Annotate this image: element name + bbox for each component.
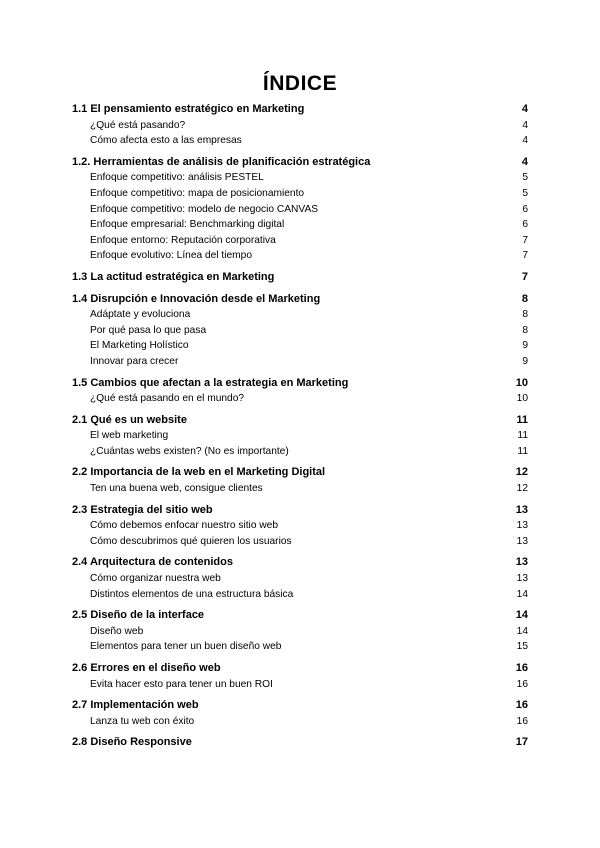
toc-section-title: 2.1 Qué es un website xyxy=(72,413,187,426)
toc-section-page-number: 14 xyxy=(515,609,528,622)
toc-subsection-page-number: 4 xyxy=(522,119,528,131)
toc-subsection-page-number: 6 xyxy=(522,219,528,231)
toc-subsection-title: Cómo descubrimos qué quieren los usuarios xyxy=(90,535,292,547)
toc-section-title: 2.7 Implementación web xyxy=(72,699,199,712)
toc-subsection-entry[interactable] xyxy=(72,624,528,640)
toc-section-page-number: 10 xyxy=(515,376,528,389)
toc-section xyxy=(72,698,528,729)
toc-subsection-page-number: 9 xyxy=(522,355,528,367)
toc-subsection-page-number: 11 xyxy=(517,445,528,457)
toc-subsection-page-number: 11 xyxy=(517,430,528,442)
toc-subsection-entry[interactable] xyxy=(72,391,528,407)
toc-section-entry[interactable] xyxy=(72,698,528,714)
toc-subsection-entry[interactable] xyxy=(72,118,528,134)
toc-subsection-page-number: 13 xyxy=(516,535,528,547)
toc-subsection-title: El Marketing Holístico xyxy=(90,340,189,352)
toc-subsection-title: Enfoque empresarial: Benchmarking digital xyxy=(90,219,285,231)
toc-section xyxy=(72,465,528,496)
toc-subsection-page-number: 14 xyxy=(516,588,528,600)
toc-subsection-page-number: 14 xyxy=(516,625,528,637)
toc-section-title: 1.4 Disrupción e Innovación desde el Marketing xyxy=(72,292,321,305)
toc-subsection-page-number: 9 xyxy=(522,340,528,352)
toc-subsection-page-number: 15 xyxy=(516,641,528,653)
toc-section-title: 1.2. Herramientas de análisis de planificación estratégica xyxy=(72,155,371,168)
toc-subsection-page-number: 5 xyxy=(522,187,528,199)
toc-subsection-title: Adáptate y evoluciona xyxy=(90,309,191,321)
toc-section-entry[interactable] xyxy=(72,503,528,519)
toc-section-page-number: 16 xyxy=(515,662,528,674)
toc-subsection-title: ¿Qué está pasando en el mundo? xyxy=(90,393,245,405)
toc-section-page-number: 4 xyxy=(521,155,528,168)
toc-section xyxy=(72,608,528,655)
toc-subsection-title: Por qué pasa lo que pasa xyxy=(90,324,207,336)
toc-subsection-page-number: 7 xyxy=(522,234,528,246)
toc-subsection-entry[interactable] xyxy=(72,534,528,550)
toc-subsection-title: Diseño web xyxy=(90,625,144,637)
toc-subsection-title: ¿Qué está pasando? xyxy=(90,119,186,131)
toc-section-entry[interactable] xyxy=(72,376,528,392)
toc-subsection-entry[interactable] xyxy=(72,186,528,202)
toc-section xyxy=(72,376,528,407)
toc-section xyxy=(72,413,528,460)
toc-section-title: 2.2 Importancia de la web en el Marketing Digital xyxy=(72,466,326,479)
toc-section-title: 2.6 Errores en el diseño web xyxy=(72,662,221,674)
toc-section-entry[interactable] xyxy=(72,661,528,677)
toc-subsection-entry[interactable] xyxy=(72,714,528,730)
toc-section xyxy=(72,661,528,692)
toc-subsection-page-number: 8 xyxy=(522,309,528,321)
toc-subsection-title: El web marketing xyxy=(90,430,169,442)
toc-section-title: 1.3 La actitud estratégica en Marketing xyxy=(72,270,275,283)
toc-section-title: 2.5 Diseño de la interface xyxy=(72,609,205,622)
toc-subsection-page-number: 7 xyxy=(522,250,528,262)
toc-subsection-entry[interactable] xyxy=(72,338,528,354)
toc-section-entry[interactable] xyxy=(72,735,528,751)
toc-subsection-title: Evita hacer esto para tener un buen ROI xyxy=(90,678,273,690)
toc-section xyxy=(72,155,528,264)
toc-section-page-number: 13 xyxy=(515,503,528,516)
page-title: ÍNDICE xyxy=(262,72,338,95)
toc-subsection-page-number: 6 xyxy=(522,203,528,215)
toc-subsection-page-number: 5 xyxy=(522,172,528,184)
toc-subsection-title: Cómo debemos enfocar nuestro sitio web xyxy=(90,520,279,532)
toc-section-page-number: 16 xyxy=(515,699,528,712)
toc-subsection-page-number: 13 xyxy=(516,573,528,585)
toc-section xyxy=(72,270,528,286)
toc-section xyxy=(72,735,528,751)
toc-subsection-entry[interactable] xyxy=(72,323,528,339)
toc-subsection-entry[interactable] xyxy=(72,133,528,149)
toc-subsection-title: Enfoque entorno: Reputación corporativa xyxy=(90,234,276,246)
toc-subsection-entry[interactable] xyxy=(72,481,528,497)
toc-section-title: 1.5 Cambios que afectan a la estrategia en Marketing xyxy=(72,376,349,389)
toc-subsection-title: Enfoque competitivo: mapa de posicionamiento xyxy=(90,187,305,199)
toc-subsection-entry[interactable] xyxy=(72,170,528,186)
toc-subsection-entry[interactable] xyxy=(72,428,528,444)
toc-subsection-entry[interactable] xyxy=(72,444,528,460)
toc-subsection-title: Ten una buena web, consigue clientes xyxy=(90,483,263,495)
toc-section-entry[interactable] xyxy=(72,413,528,429)
toc-subsection-title: Enfoque evolutivo: Línea del tiempo xyxy=(90,250,252,262)
toc-subsection-entry[interactable] xyxy=(72,677,528,693)
toc-subsection-entry[interactable] xyxy=(72,202,528,218)
toc-section-page-number: 13 xyxy=(515,556,528,569)
toc-section-page-number: 7 xyxy=(521,270,528,283)
toc-section-title: 1.1 El pensamiento estratégico en Marketing xyxy=(72,103,305,115)
toc-subsection-title: Innovar para crecer xyxy=(90,355,179,367)
toc-subsection-entry[interactable] xyxy=(72,518,528,534)
toc-section-page-number: 12 xyxy=(515,466,528,479)
toc-subsection-title: Enfoque competitivo: análisis PESTEL xyxy=(90,172,264,184)
toc-section-entry[interactable] xyxy=(72,270,528,286)
toc-section-page-number: 4 xyxy=(521,103,528,115)
toc-subsection-title: Lanza tu web con éxito xyxy=(90,715,195,727)
toc-subsection-title: Elementos para tener un buen diseño web xyxy=(90,641,282,653)
toc-subsection-title: Cómo organizar nuestra web xyxy=(90,573,221,585)
toc-subsection-entry[interactable] xyxy=(72,307,528,323)
toc-subsection-entry[interactable] xyxy=(72,354,528,370)
toc-section-title: 2.4 Arquitectura de contenidos xyxy=(72,556,233,569)
toc-subsection-title: Cómo afecta esto a las empresas xyxy=(90,135,242,147)
toc-section xyxy=(72,503,528,550)
toc-section-page-number: 11 xyxy=(516,413,528,426)
toc-section xyxy=(72,555,528,602)
toc-section-title: 2.8 Diseño Responsive xyxy=(72,736,192,749)
toc-subsection-entry[interactable] xyxy=(72,587,528,603)
toc-subsection-page-number: 4 xyxy=(522,135,528,147)
toc-section-page-number: 17 xyxy=(515,736,528,749)
toc-subsection-title: ¿Cuántas webs existen? (No es importante) xyxy=(90,445,289,457)
toc-subsection-entry[interactable] xyxy=(72,248,528,264)
toc-section-page-number: 8 xyxy=(521,292,528,305)
toc-section-entry[interactable] xyxy=(72,555,528,571)
toc-subsection-page-number: 8 xyxy=(522,324,528,336)
toc-section-entry[interactable] xyxy=(72,155,528,171)
toc-section-entry[interactable] xyxy=(72,292,528,308)
toc-subsection-entry[interactable] xyxy=(72,639,528,655)
toc-subsection-page-number: 16 xyxy=(516,678,528,690)
toc-subsection-page-number: 10 xyxy=(516,393,528,405)
toc-subsection-entry[interactable] xyxy=(72,217,528,233)
toc-subsection-page-number: 16 xyxy=(516,715,528,727)
toc-section xyxy=(72,292,528,370)
toc-section xyxy=(72,102,528,149)
toc-section-entry[interactable] xyxy=(72,102,528,118)
toc-section-entry[interactable] xyxy=(72,465,528,481)
table-of-contents xyxy=(72,102,528,757)
toc-subsection-entry[interactable] xyxy=(72,233,528,249)
toc-section-entry[interactable] xyxy=(72,608,528,624)
toc-subsection-title: Distintos elementos de una estructura básica xyxy=(90,588,294,600)
toc-subsection-page-number: 12 xyxy=(516,483,528,495)
toc-subsection-title: Enfoque competitivo: modelo de negocio CANVAS xyxy=(90,203,319,215)
toc-subsection-entry[interactable] xyxy=(72,571,528,587)
toc-subsection-page-number: 13 xyxy=(516,520,528,532)
toc-section-title: 2.3 Estrategia del sitio web xyxy=(72,503,213,516)
